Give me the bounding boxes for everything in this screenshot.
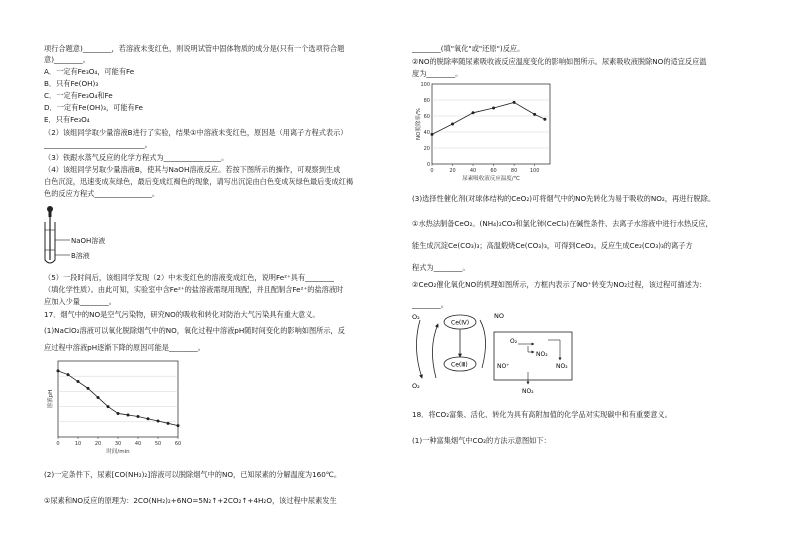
y-tick-label: 20 <box>423 145 430 152</box>
x-tick-label: 0 <box>56 441 60 447</box>
text-line: 度为________。 <box>412 69 463 78</box>
y-tick-label: 100 <box>420 81 430 88</box>
question-17: 17．烟气中的NO是空气污染物，研究NO的吸收和转化对防治大气污染具有重大意义。 <box>44 310 320 319</box>
text-line: （2）该组同学取少量溶液B进行了实验，结果①中溶液未变红色，原因是（用离子方程式表示） <box>44 128 348 137</box>
text-line: ②NO的脱除率随尿素吸收液反应温度变化的影响如图所示。尿素吸收液脱除NO的适宜反应温 <box>412 57 707 66</box>
no-label: NO <box>494 312 504 320</box>
data-point <box>513 101 516 104</box>
no2-right-label: NO₂ <box>556 363 568 370</box>
data-point <box>167 422 170 425</box>
data-point <box>107 405 110 408</box>
text-line: （4）该组同学另取少量溶液B，使其与NaOH溶液反应。若按下图所示的操作，可观察到生成 <box>44 165 341 174</box>
x-tick-label: 0 <box>430 168 434 174</box>
plot-frame <box>58 361 178 437</box>
data-point <box>127 413 130 416</box>
x-tick-label: 60 <box>174 441 182 447</box>
y-tick-label: 60 <box>423 113 430 120</box>
option-d: D．一定有Fe(OH)₃，可能有Fe <box>44 103 143 112</box>
option-e: E．只有Fe₃O₄ <box>44 115 90 124</box>
dropper-tube-figure <box>42 200 122 266</box>
x-tick-label: 40 <box>134 441 142 447</box>
text-line: 能生成沉淀Ce(CO₃)₃；高温煅烧Ce(CO₃)₃，可得到CeO₂。反应生成Ce₂(CO₃)₃的离子方 <box>412 241 693 250</box>
ph-time-chart <box>44 357 194 465</box>
ce4-label: Ce(Ⅳ) <box>451 319 470 327</box>
x-tick-label: 10 <box>74 441 82 447</box>
text-line: ①水热法制备CeO₂。(NH₄)₂CO₃和氯化铈(CeCl₃)在碱性条件、去离子水溶液中进行水热反应， <box>412 219 713 228</box>
o2-top-label: O₂ <box>412 313 420 321</box>
x-tick-label: 40 <box>469 168 477 174</box>
text-line: 应过程中溶液pH逐渐下降的原因可能是________。 <box>44 343 205 352</box>
text-line: ____________________________。 <box>44 140 152 149</box>
text-line: 程式为________。 <box>412 263 470 272</box>
x-axis-label: 尿素吸收液反应温度/℃ <box>462 176 520 182</box>
o2-box-label: O₂ <box>510 338 518 345</box>
data-point <box>77 380 80 383</box>
x-axis-label: 时间/min <box>106 449 130 455</box>
data-point <box>177 424 180 427</box>
no-removal-chart <box>412 80 562 188</box>
data-point <box>97 396 100 399</box>
x-tick-label: 30 <box>114 441 122 447</box>
ce3-label: Ce(Ⅲ) <box>451 361 468 369</box>
series-line <box>432 102 545 134</box>
text-line: ①尿素和NO反应的原理为：2CO(NH₂)₂+6NO=5N₂↑+2CO₂↑+4H₂O，该过程中尿素发生 <box>44 496 337 505</box>
option-c: C．一定有Fe₃O₄和Fe <box>44 91 113 100</box>
x-tick-label: 20 <box>449 168 456 174</box>
text-line: （3）铁跟水蒸气反应的化学方程式为________________。 <box>44 153 229 162</box>
data-point <box>137 415 140 418</box>
text-line: 白色沉淀，迅速变成灰绿色，最后变成红褐色的现象，请写出沉淀由白色变成灰绿色最后变成红褐 <box>44 177 354 186</box>
data-point <box>451 123 454 126</box>
y-axis-label: 溶液pH <box>48 389 54 409</box>
y-tick-label: 0 <box>426 161 430 168</box>
text-line: ________。 <box>412 300 448 309</box>
series-line <box>58 371 178 426</box>
text-line: (2)一定条件下，尿素[CO(NH₂)₂]溶液可以脱除烟气中的NO，已知尿素的分解温度为160℃。 <box>44 470 342 479</box>
data-point <box>543 118 546 121</box>
naoh-label: NaOH溶液 <box>71 237 106 245</box>
plot-frame <box>432 84 550 164</box>
text-line: 项行合题意)________，若溶液未变红色，则说明试管中固体物质的成分是(只有一个选项符合题 <box>44 44 345 53</box>
mechanism-diagram <box>410 308 600 398</box>
text-line: (1)一种富集烟气中CO₂的方法示意图如下： <box>412 436 551 445</box>
text-line: ②CeO₂催化氧化NO的机理如图所示，方框内表示了NO⁺转变为NO₂过程，该过程可描述为： <box>412 280 707 289</box>
question-18: 18．将CO₂富集、活化、转化为具有高附加值的化学品对实现碳中和有重要意义。 <box>412 410 672 419</box>
no2-box-label: NO₂ <box>536 351 548 358</box>
data-point <box>117 412 120 415</box>
text-line: 色的反应方程式________________。 <box>44 189 160 198</box>
text-line: （填化学性质）。由此可知，实验室中含Fe²⁺的盐溶液需现用现配，并且配制含Fe²⁺的盐溶液时 <box>44 285 344 294</box>
text-line: （5）一段时间后，该组同学发现（2）中未变红色的溶液变成红色，说明Fe²⁺具有________ <box>44 273 334 282</box>
x-tick-label: 80 <box>510 168 518 174</box>
data-point <box>147 417 150 420</box>
data-point <box>492 107 495 110</box>
o2-bottom-label: O₂ <box>412 382 420 390</box>
option-b: B．只有Fe(OH)₃ <box>44 79 99 88</box>
x-tick-label: 20 <box>94 441 102 447</box>
y-tick-label: 40 <box>423 129 430 136</box>
text-line: 意)________。 <box>44 55 90 64</box>
no-plus-label: NO⁺ <box>497 363 510 370</box>
text-line: ________(填"氧化"或"还原")反应。 <box>412 44 525 53</box>
data-point <box>472 111 475 114</box>
data-point <box>533 113 536 116</box>
x-tick-label: 50 <box>154 441 162 447</box>
text-line: (1)NaClO₂溶液可以氧化脱除烟气中的NO，氧化过程中溶液pH随时间变化的影响如图所示，反 <box>44 326 345 335</box>
y-tick-label: 80 <box>423 97 430 104</box>
b-solution-label: B溶液 <box>71 252 90 260</box>
text-line: 应加入少量________。 <box>44 297 116 306</box>
option-a: A．一定有Fe₃O₄，可能有Fe <box>44 67 135 76</box>
text-line: (3)选择性催化剂(对球体结构的CeO₂)可将烟气中的NO先转化为易于吸收的NO₂，再进行脱除。 <box>412 194 716 203</box>
data-point <box>67 373 70 376</box>
data-point <box>57 369 60 372</box>
x-tick-label: 100 <box>529 168 540 174</box>
y-axis-label: NO脱除率/% <box>416 107 422 141</box>
data-point <box>157 420 160 423</box>
data-point <box>87 387 90 390</box>
data-point <box>431 133 434 136</box>
x-tick-label: 60 <box>490 168 497 174</box>
no2-bottom-label: NO₂ <box>522 388 534 395</box>
